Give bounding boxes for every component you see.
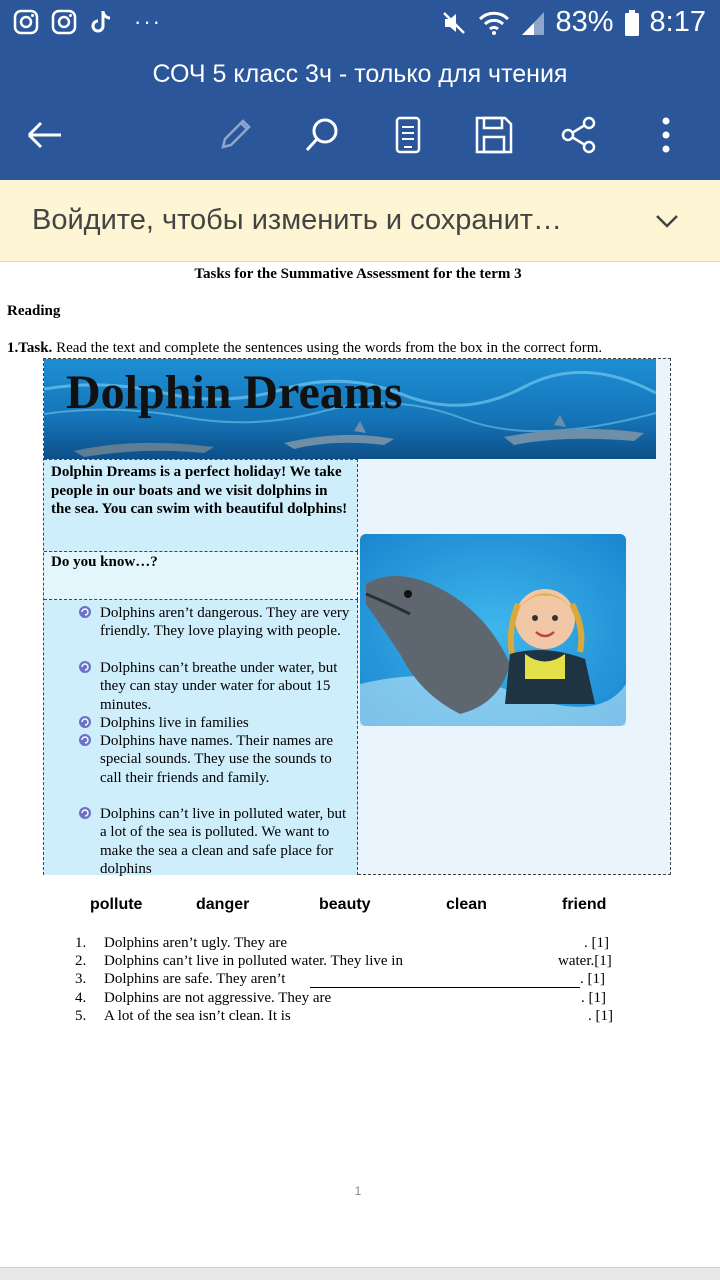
- spiral-bullet-icon: [78, 715, 92, 729]
- battery-percent: 83%: [555, 6, 614, 38]
- bottom-navigation-strip: [0, 1267, 720, 1280]
- question-text: Dolphins are not aggressive. They are: [104, 990, 332, 1006]
- leaflet-box: [43, 358, 671, 875]
- assessment-title: Tasks for the Summative Assessment for the term 3: [194, 266, 522, 282]
- question-number: 2.: [75, 953, 87, 969]
- word-box-item: beauty: [319, 896, 371, 913]
- spiral-bullet-icon: [78, 605, 92, 619]
- back-arrow-icon: [25, 115, 65, 155]
- spiral-bullet-icon: [78, 806, 92, 820]
- document-title: СОЧ 5 класс 3ч - только для чтения: [152, 60, 568, 88]
- mute-icon: [440, 9, 468, 37]
- question-text: Dolphins can’t live in polluted water. They live in: [104, 953, 403, 969]
- task-text: Read the text and complete the sentences using the words from the box in the correct form.: [52, 340, 603, 356]
- question-score: water.[1]: [558, 953, 612, 969]
- fact-item: Dolphins can’t breathe under water, but they can stay under water for about 15 minutes.: [100, 660, 338, 713]
- question-text: Dolphins are safe. They aren’t: [104, 971, 286, 987]
- signal-icon: [520, 9, 546, 37]
- app-bar: [0, 48, 720, 180]
- edit-pencil-icon: [215, 115, 255, 155]
- question-score: . [1]: [584, 935, 609, 951]
- facts-list: [44, 600, 358, 875]
- save-button[interactable]: [469, 110, 519, 160]
- more-options-button[interactable]: [641, 110, 691, 160]
- mobile-view-icon: [388, 115, 428, 155]
- spiral-bullet-icon: [78, 733, 92, 747]
- word-box-item: clean: [446, 896, 487, 913]
- signin-banner-text: Войдите, чтобы изменить и сохранит…: [32, 204, 563, 236]
- spiral-bullet-icon: [78, 660, 92, 674]
- question-score: . [1]: [588, 1008, 613, 1024]
- do-you-know-heading: Do you know…?: [44, 552, 358, 600]
- wifi-icon: [478, 9, 510, 37]
- instagram-icon: [12, 8, 40, 36]
- question-number: 4.: [75, 990, 87, 1006]
- girl-with-dolphin-photo: [360, 534, 626, 726]
- section-heading: Reading: [7, 303, 61, 319]
- search-icon: [302, 115, 342, 155]
- word-box-item: pollute: [90, 896, 143, 913]
- share-button[interactable]: [554, 110, 604, 160]
- clock: 8:17: [649, 6, 706, 38]
- save-icon: [474, 115, 514, 155]
- word-box-item: friend: [562, 896, 607, 913]
- question-text: A lot of the sea isn’t clean. It is: [104, 1008, 291, 1024]
- battery-icon: [624, 9, 640, 37]
- leaflet-intro: Dolphin Dreams is a perfect holiday! We take people in our boats and we visit dolphins in the sea. You can swim with beautiful dolphins!: [44, 459, 358, 552]
- question-number: 5.: [75, 1008, 87, 1024]
- task-instruction: [7, 340, 602, 357]
- share-icon: [559, 115, 599, 155]
- answer-blank[interactable]: [310, 987, 580, 988]
- tiktok-icon: [88, 8, 116, 36]
- instagram-icon: [50, 8, 78, 36]
- status-bar: [0, 0, 720, 48]
- fact-item: Dolphins live in families: [100, 715, 249, 731]
- more-notifications: ···: [134, 9, 162, 34]
- fact-item: Dolphins can’t live in polluted water, but a lot of the sea is polluted. We want to make the sea a clean and safe place for dolphins: [100, 806, 347, 877]
- leaflet-title: Dolphin Dreams: [66, 366, 403, 419]
- fact-item: Dolphins aren’t dangerous. They are very friendly. They love playing with people.: [100, 605, 350, 640]
- edit-button[interactable]: [210, 110, 260, 160]
- search-button[interactable]: [297, 110, 347, 160]
- chevron-down-icon[interactable]: [652, 206, 682, 236]
- document-page: [0, 262, 720, 1267]
- task-label: 1.Task.: [7, 340, 53, 356]
- signin-banner[interactable]: [0, 180, 720, 262]
- question-number: 3.: [75, 971, 87, 987]
- more-vert-icon: [646, 115, 686, 155]
- question-score: . [1]: [581, 990, 606, 1006]
- fact-item: Dolphins have names. Their names are special sounds. They use the sounds to call their friends and family.: [100, 733, 333, 786]
- word-box-item: danger: [196, 896, 250, 913]
- question-text: Dolphins aren’t ugly. They are: [104, 935, 288, 951]
- question-number: 1.: [75, 935, 87, 951]
- mobile-view-button[interactable]: [383, 110, 433, 160]
- page-number: 1: [354, 1184, 362, 1198]
- back-button[interactable]: [20, 110, 70, 160]
- question-score: . [1]: [580, 971, 605, 987]
